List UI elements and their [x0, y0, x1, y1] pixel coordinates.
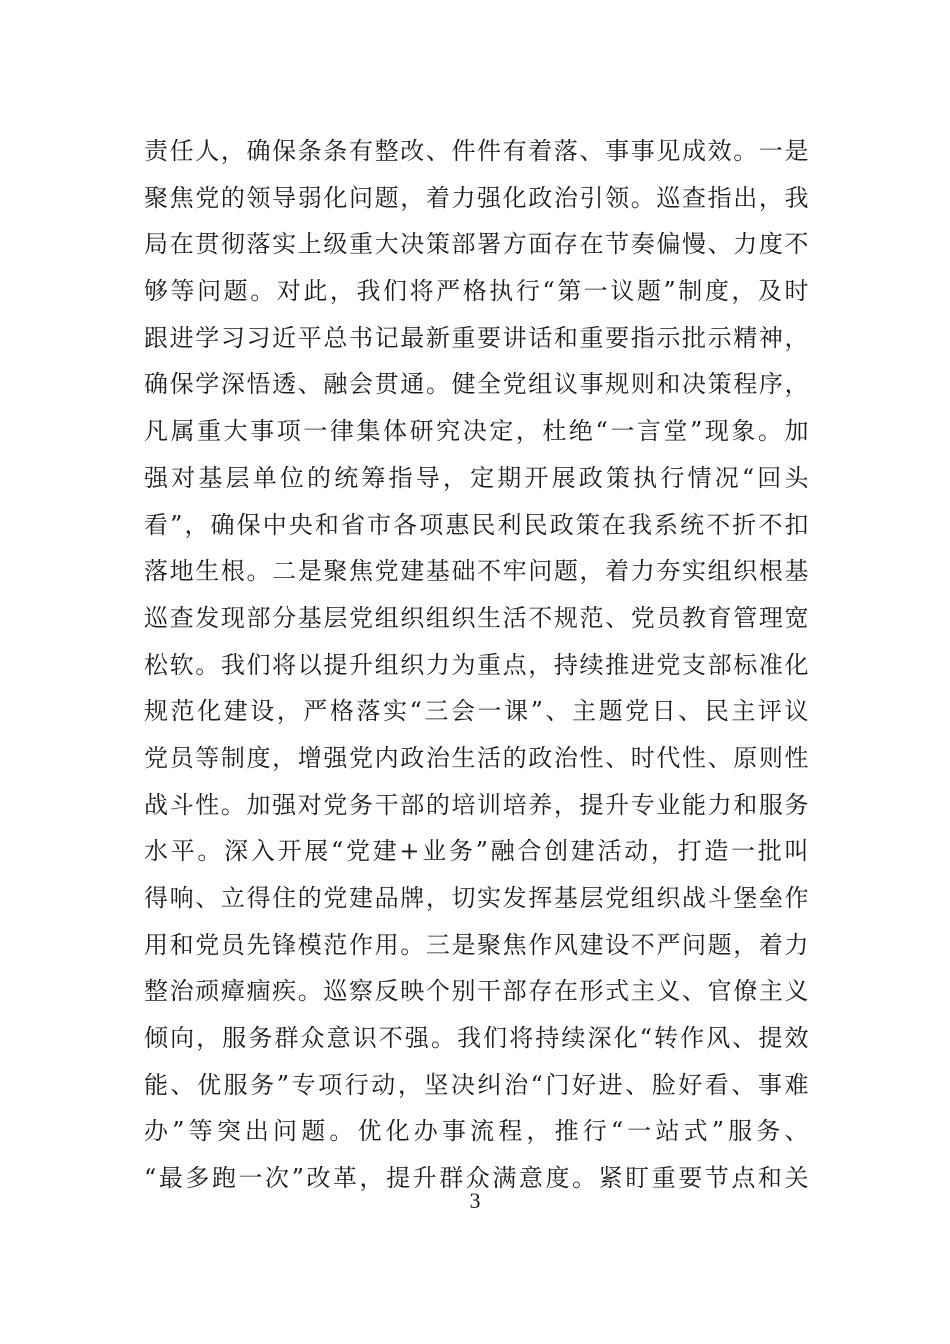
- text-line: 巡查发现部分基层党组织组织生活不规范、党员教育管理宽: [144, 603, 809, 632]
- text-line: 能、优服务”专项行动，坚决纠治“门好进、脸好看、事难: [144, 1070, 809, 1099]
- text-line: 够等问题。对此，我们将严格执行“第一议题”制度，及时: [144, 277, 809, 306]
- text-line: 办”等突出问题。优化办事流程，推行“一站式”服务、: [144, 1117, 809, 1146]
- text-line: 聚焦党的领导弱化问题，着力强化政治引领。巡查指出，我: [144, 183, 809, 212]
- text-line: 规范化建设，严格落实“三会一课”、主题党日、民主评议: [144, 697, 809, 726]
- page-number: 3: [469, 1188, 481, 1213]
- text-line: 强对基层单位的统筹指导，定期开展政策执行情况“回头: [144, 463, 809, 492]
- text-line: 确保学深悟透、融会贯通。健全党组议事规则和决策程序，: [144, 370, 809, 399]
- text-line: 落地生根。二是聚焦党建基础不牢问题，着力夯实组织根基: [144, 557, 809, 586]
- text-line: 责任人，确保条条有整改、件件有着落、事事见成效。一是: [144, 137, 809, 165]
- text-line: 局在贯彻落实上级重大决策部署方面存在节奏偏慢、力度不: [144, 230, 809, 259]
- text-line: 党员等制度，增强党内政治生活的政治性、时代性、原则性: [144, 743, 809, 772]
- text-line: 战斗性。加强对党务干部的培训培养，提升专业能力和服务: [144, 790, 809, 819]
- text-line: “最多跑一次”改革，提升群众满意度。紧盯重要节点和关: [144, 1164, 809, 1193]
- text-line: 凡属重大事项一律集体研究决定，杜绝“一言堂”现象。加: [144, 417, 809, 446]
- text-line: 松软。我们将以提升组织力为重点，持续推进党支部标准化: [144, 650, 809, 679]
- text-line: 水平。深入开展“党建+业务”融合创建活动，打造一批叫: [144, 837, 809, 866]
- text-line: 整治顽瘴痼疾。巡察反映个别干部存在形式主义、官僚主义: [144, 977, 809, 1006]
- text-line: 用和党员先锋模范作用。三是聚焦作风建设不严问题，着力: [144, 930, 809, 959]
- text-line: 跟进学习习近平总书记最新重要讲话和重要指示批示精神，: [144, 323, 809, 352]
- text-line: 看”，确保中央和省市各项惠民利民政策在我系统不折不扣: [144, 510, 809, 539]
- text-line: 倾向，服务群众意识不强。我们将持续深化“转作风、提效: [144, 1024, 809, 1053]
- text-line: 得响、立得住的党建品牌，切实发挥基层党组织战斗堡垒作: [144, 884, 809, 912]
- body-text: [144, 128, 809, 1202]
